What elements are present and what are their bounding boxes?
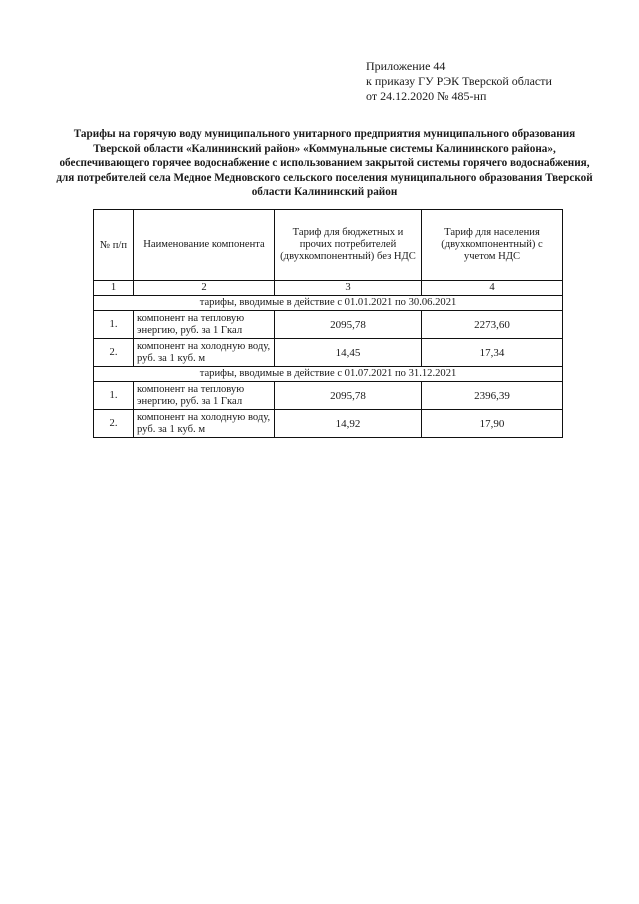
column-index-row [94, 281, 563, 296]
row-budget-value: 2095,78 [275, 311, 422, 339]
table-row [94, 382, 563, 410]
row-budget-value: 14,45 [275, 339, 422, 367]
row-name: компонент на холодную воду, руб. за 1 куб. м [134, 339, 275, 367]
order-reference: к приказу ГУ РЭК Тверской области [366, 74, 552, 88]
row-name: компонент на тепловую энергию, руб. за 1 Гкал [134, 311, 275, 339]
appendix-reference [366, 59, 552, 104]
row-name: компонент на холодную воду, руб. за 1 куб. м [134, 410, 275, 438]
column-index: 2 [134, 281, 275, 296]
row-num: 2. [94, 410, 134, 438]
order-date: от 24.12.2020 № 485-нп [366, 89, 487, 103]
column-index: 4 [422, 281, 563, 296]
section-label: тарифы, вводимые в действие с 01.01.2021 по 30.06.2021 [94, 296, 563, 311]
column-index: 1 [94, 281, 134, 296]
section-row [94, 296, 563, 311]
row-population-value: 2396,39 [422, 382, 563, 410]
row-num: 1. [94, 382, 134, 410]
section-row [94, 367, 563, 382]
appendix-line: Приложение 44 [366, 59, 446, 73]
column-index: 3 [275, 281, 422, 296]
row-budget-value: 2095,78 [275, 382, 422, 410]
row-num: 2. [94, 339, 134, 367]
row-population-value: 17,90 [422, 410, 563, 438]
row-name: компонент на тепловую энергию, руб. за 1 Гкал [134, 382, 275, 410]
tariff-table [93, 209, 563, 438]
header-tariff-population: Тариф для населения (двухкомпонентный) с учетом НДС [422, 210, 563, 281]
table-row [94, 410, 563, 438]
row-population-value: 17,34 [422, 339, 563, 367]
table-row [94, 311, 563, 339]
table-row [94, 339, 563, 367]
row-num: 1. [94, 311, 134, 339]
header-num: № п/п [94, 210, 134, 281]
row-budget-value: 14,92 [275, 410, 422, 438]
section-label: тарифы, вводимые в действие с 01.07.2021 по 31.12.2021 [94, 367, 563, 382]
header-tariff-budget: Тариф для бюджетных и прочих потребителей (двухкомпонентный) без НДС [275, 210, 422, 281]
row-population-value: 2273,60 [422, 311, 563, 339]
header-name: Наименование компонента [134, 210, 275, 281]
document-title: Тарифы на горячую воду муниципального унитарного предприятия муниципального образования Тверской области «Калининский район» «Коммунальные системы Калининского района», обеспечивающего горячее водоснабжение с использованием закрытой системы горячего водоснабжения, для потребителей села Медное Медновского сельского поселения муниципального образования Тверской области Калининский район [56, 128, 593, 199]
table-header-row [94, 210, 563, 281]
